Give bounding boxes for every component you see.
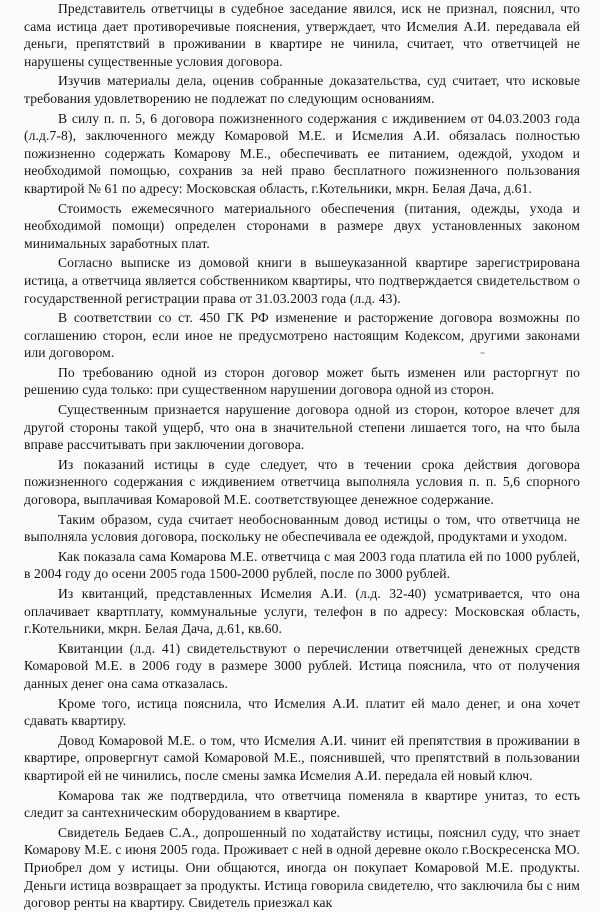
- paragraph-5: Согласно выписке из домовой книги в вышеуказанной квартире зарегистрирована истица, а ответчица является собственником квартиры, что подтверждается свидетельством о государственной регистрации права от 31.03.2003 года (л.д. 43).: [24, 255, 580, 306]
- paragraph-6: В соответствии со ст. 450 ГК РФ изменение и расторжение договора возможны по соглашению сторон, если иное не предусмотрено настоящим Кодексом, другими законами или договором.: [24, 310, 580, 361]
- paragraph-10: Таким образом, суда считает необоснованным довод истицы о том, что ответчица не выполняла условия договора, поскольку не обеспечивала ее одеждой, продуктами и уходом.: [24, 511, 580, 545]
- paragraph-3: В силу п. п. 5, 6 договора пожизненного содержания с иждивением от 04.03.2003 года (л.д.7-8), заключенного между Комаровой М.Е. и Исмелия А.И. обязалась полностью пожизненно содержать Комарову М.Е., обеспечивать ее питанием, одеждой, уходом и необходимой помощью, сохранив за ней право бесплатного пожизненного пользования квартирой № 61 по адресу: Московская область, г.Котельники, мкрн. Белая Дача, д.61.: [24, 110, 580, 196]
- paragraph-8: Существенным признается нарушение договора одной из сторон, которое влечет для другой стороны такой ущерб, что она в значительной степени лишается того, на что была вправе рассчитывать при заключении договора.: [24, 402, 580, 453]
- paragraph-7: По требованию одной из сторон договор может быть изменен или расторгнут по решению суда только: при существенном нарушении договора одной из сторон.: [24, 364, 580, 398]
- scan-speck: [532, 465, 536, 467]
- paragraph-9: Из показаний истицы в суде следует, что в течении срока действия договора пожизненного содержания с иждивением ответчица выполняла условия п. п. 5,6 спорного договора, выплачивая Комаровой М.Е. соответствующее денежное содержание.: [24, 456, 580, 508]
- paragraph-11: Как показала сама Комарова М.Е. ответчица с мая 2003 года платила ей по 1000 рублей, в 2004 году до осени 2005 года 1500-2000 рублей, после по 3000 рублей.: [24, 548, 580, 582]
- paragraph-4: Стоимость ежемесячного материального обеспечения (питания, одежды, ухода и необходимой помощи) определен сторонами в размере двух установленных законом минимальных заработных плат.: [24, 200, 580, 251]
- paragraph-17: Свидетель Бедаев С.А., допрошенный по ходатайству истицы, пояснил суду, что знает Комарову М.Е. с июня 2005 года. Проживает с ней в одной деревне около г.Воскресенска МО. Приобрел дом у истицы. Они общаются, иногда он покупает Комаровой М.Е. продукты. Деньги истица возвращает за продукты. Истица говорила свидетелю, что заключила бы с ним договор ренты на квартиру. Свидетель приезжал как: [24, 824, 580, 911]
- paragraph-12: Из квитанций, представленных Исмелия А.И. (л.д. 32-40) усматривается, что она оплачивает квартплату, коммунальные услуги, телефон в по адресу: Московская область, г.Котельники, мкрн. Белая Дача, д.61, кв.60.: [24, 586, 580, 637]
- paragraph-15: Довод Комаровой М.Е. о том, что Исмелия А.И. чинит ей препятствия в проживании в квартире, опровергнут самой Комаровой М.Е., пояснившей, что препятствий в пользовании квартирой ей не чинились, после смены замка Исмелия А.И. передала ей новый ключ.: [24, 732, 580, 783]
- paragraph-14: Кроме того, истица пояснила, что Исмелия А.И. платит ей мало денег, и она хочет сдавать квартиру.: [24, 695, 580, 729]
- paragraph-2: Изучив материалы дела, оценив собранные доказательства, суд считает, что исковые требования удовлетворению не подлежат по следующим основаниям.: [24, 73, 580, 106]
- paragraph-13: Квитанции (л.д. 41) свидетельствуют о перечислении ответчицей денежных средств Комаровой М.Е. в 2006 году в размере 3000 рублей. Истица пояснила, что от получения данных денег она сама отказалась.: [24, 640, 580, 691]
- paragraph-16: Комарова так же подтвердила, что ответчица поменяла в квартире унитаз, то есть следит за сантехническим оборудованием в квартире.: [24, 787, 580, 821]
- scan-speck: [480, 352, 485, 354]
- scan-speck: [510, 463, 516, 466]
- paragraph-1: Представитель ответчицы в судебное заседание явился, иск не признал, пояснил, что сама истица дает противоречивые пояснения, утверждает, что Исмелия А.И. передавала ей деньги, препятствий в проживании в квартире не чинила, считает, что ответчицей не нарушены существенные условия договора.: [24, 1, 580, 69]
